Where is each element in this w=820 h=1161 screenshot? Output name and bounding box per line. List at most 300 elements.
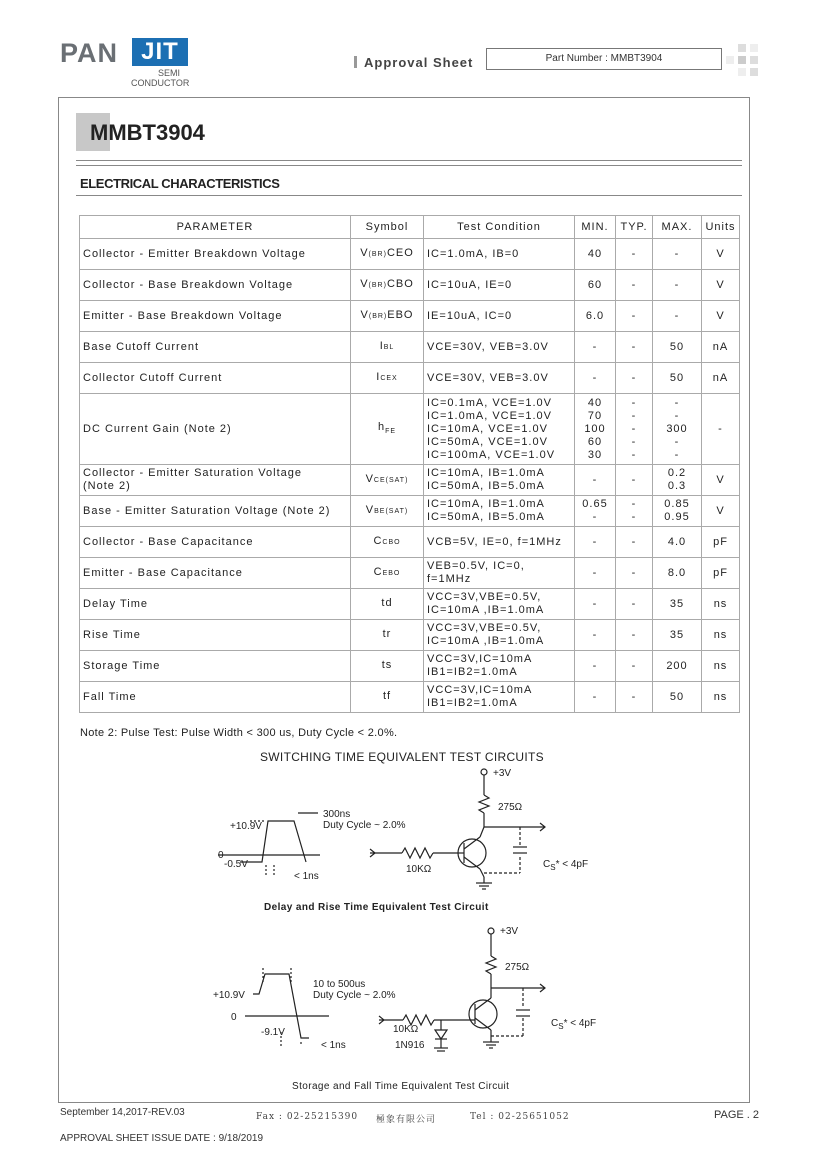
delay-rise-circuit-diagram [210, 765, 610, 915]
cell-min-line: - [592, 628, 598, 641]
title-rule-2 [76, 165, 742, 166]
footer-fax: Fax : 02-25215390 [256, 1112, 359, 1122]
cell-min [575, 270, 616, 301]
cell-units: ns [702, 682, 740, 713]
c1-width: 300ns [323, 809, 351, 820]
cell-max-line: 200 [666, 659, 688, 672]
cell-test-condition-line: IC=1.0mA, VCE=1.0V [427, 409, 552, 422]
c2-cs: C [551, 1018, 559, 1029]
section-title: ELECTRICAL CHARACTERISTICS [80, 176, 280, 191]
c2-cs-sub: S [558, 1022, 564, 1031]
cell-typ [616, 363, 653, 394]
cell-test-condition [424, 270, 575, 301]
cell-max-line: 0.95 [664, 511, 690, 523]
cell-parameter [80, 301, 351, 332]
header-min: MIN. [575, 216, 616, 239]
cell-test-condition [424, 620, 575, 651]
cell-parameter [80, 682, 351, 713]
cell-units: nA [702, 363, 740, 394]
cell-max [653, 527, 702, 558]
cell-max [653, 301, 702, 332]
diode-1n916-icon [435, 1030, 447, 1039]
cell-symbol [351, 651, 424, 682]
cell-parameter-line: Collector Cutoff Current [83, 371, 223, 384]
cell-min [575, 301, 616, 332]
footer-date: September 14,2017-REV.03 [60, 1107, 185, 1118]
symbol-main: C [373, 535, 383, 547]
cell-min-line: 40 [587, 396, 603, 409]
cell-typ-line: - [631, 597, 637, 610]
cell-max [653, 363, 702, 394]
cell-units: ns [702, 620, 740, 651]
header-max: MAX. [653, 216, 702, 239]
cell-parameter-line: Rise Time [83, 628, 141, 641]
c2-width: 10 to 500us [313, 979, 366, 990]
cell-parameter-line: Collector - Base Capacitance [83, 535, 254, 548]
cell-parameter [80, 558, 351, 589]
table-row [80, 589, 740, 620]
symbol-main: I [376, 371, 381, 383]
cell-test-condition-line: IC=10mA ,IB=1.0mA [427, 604, 545, 616]
page-title: MMBT3904 [90, 120, 205, 145]
cell-typ-line: - [631, 659, 637, 672]
symbol-subscript: (BR) [368, 313, 388, 320]
storage-fall-circuit-diagram [205, 922, 615, 1072]
cell-min [575, 363, 616, 394]
cell-min [575, 496, 616, 527]
cell-symbol [351, 465, 424, 496]
cell-symbol [351, 527, 424, 558]
header-test-condition: Test Condition [424, 216, 575, 239]
symbol-subscript: CBO [382, 539, 401, 546]
c1-caption: Delay and Rise Time Equivalent Test Circuit [264, 902, 489, 913]
table-row [80, 527, 740, 558]
cell-test-condition-line: IB1=IB2=1.0mA [427, 697, 518, 709]
svg-text:CS* < 4pF [543, 859, 588, 872]
cell-test-condition-line: IC=10mA, VCE=1.0V [427, 422, 548, 435]
cell-min [575, 558, 616, 589]
cell-min-line: - [592, 566, 598, 579]
table-row [80, 394, 740, 465]
cell-test-condition-line: VCC=3V,VBE=0.5V, [427, 622, 542, 634]
cell-test-condition [424, 527, 575, 558]
cell-units: V [702, 301, 740, 332]
cell-typ [616, 332, 653, 363]
symbol-subscript: CE(SAT) [373, 477, 409, 484]
title-rule-1 [76, 160, 742, 161]
cell-units: ns [702, 589, 740, 620]
cell-typ-line: - [631, 371, 637, 384]
cell-max-line: - [674, 309, 680, 322]
cell-min-line: - [592, 535, 598, 548]
cell-test-condition-line: IC=10mA ,IB=1.0mA [427, 635, 545, 647]
cell-units: V [702, 496, 740, 527]
cell-min-line: - [592, 371, 598, 384]
cell-test-condition [424, 682, 575, 713]
cell-max-line: - [674, 409, 680, 422]
cell-units: ns [702, 651, 740, 682]
footer-page: PAGE . 2 [714, 1109, 760, 1121]
c1-vhigh: +10.9V [230, 821, 262, 832]
note-2: Note 2: Pulse Test: Pulse Width < 300 us, Duty Cycle < 2.0%. [80, 727, 398, 739]
cell-typ-line: - [631, 535, 637, 548]
cell-min-line: 100 [584, 422, 606, 435]
cell-symbol [351, 239, 424, 270]
symbol-main: td [381, 597, 393, 609]
cell-typ-line: - [631, 340, 637, 353]
symbol-subscript: CEX [380, 375, 398, 382]
cell-max-line: 8.0 [667, 566, 687, 579]
cell-min-line: - [592, 511, 598, 523]
cell-test-condition-line: IC=100mA, VCE=1.0V [427, 448, 556, 461]
cell-max [653, 394, 702, 465]
symbol-main: ts [381, 659, 393, 671]
logo-jit: JIT [132, 38, 188, 66]
cell-min [575, 651, 616, 682]
c2-vlow: -9.1V [261, 1027, 285, 1038]
cell-parameter-line: Collector - Base Breakdown Voltage [83, 278, 294, 291]
cell-test-condition-line: IE=10uA, IC=0 [427, 309, 513, 322]
cell-test-condition-line: VCC=3V,IC=10mA [427, 684, 533, 696]
c2-diode: 1N916 [395, 1040, 425, 1051]
cell-max [653, 620, 702, 651]
footer-tel: Tel : 02-25651052 [470, 1112, 570, 1122]
cell-max-line: - [674, 448, 680, 461]
cell-min [575, 620, 616, 651]
table-row [80, 682, 740, 713]
cell-symbol [351, 301, 424, 332]
cell-symbol [351, 558, 424, 589]
collector-resistor [479, 795, 489, 813]
cell-test-condition-line: IC=50mA, IB=5.0mA [427, 480, 545, 492]
collector-resistor [486, 956, 496, 974]
cell-symbol [351, 394, 424, 465]
symbol-subscript: FE [385, 427, 397, 435]
table-row [80, 363, 740, 394]
c1-cs: C [543, 859, 551, 870]
c2-caption: Storage and Fall Time Equivalent Test Circuit [292, 1081, 510, 1092]
cell-typ-line: - [631, 473, 637, 486]
cell-typ-line: - [631, 396, 637, 409]
cell-test-condition-line: IC=50mA, VCE=1.0V [427, 435, 548, 448]
table-row [80, 239, 740, 270]
cell-parameter-line: Emitter - Base Breakdown Voltage [83, 309, 283, 322]
cell-typ [616, 651, 653, 682]
cell-parameter-line: (Note 2) [83, 480, 131, 492]
cell-symbol [351, 332, 424, 363]
cell-parameter [80, 589, 351, 620]
cell-test-condition [424, 301, 575, 332]
c2-duty: Duty Cycle ~ 2.0% [313, 990, 396, 1001]
cell-test-condition [424, 332, 575, 363]
cell-test-condition-line: IC=10mA, IB=1.0mA [427, 467, 545, 479]
cell-max-line: 35 [669, 628, 685, 641]
cell-test-condition-line: VCE=30V, VEB=3.0V [427, 340, 549, 353]
symbol-main: h [377, 420, 386, 433]
cell-parameter-line: DC Current Gain (Note 2) [83, 422, 232, 435]
cell-min [575, 394, 616, 465]
cell-test-condition-line: IC=0.1mA, VCE=1.0V [427, 396, 552, 409]
cell-symbol [351, 589, 424, 620]
cell-test-condition [424, 558, 575, 589]
c2-vhigh: +10.9V [213, 990, 245, 1001]
table-header-row [80, 216, 740, 239]
cell-test-condition-line: IB1=IB2=1.0mA [427, 666, 518, 678]
cell-parameter [80, 465, 351, 496]
cell-parameter-line: Collector - Emitter Saturation Voltage [83, 467, 302, 479]
cell-typ [616, 527, 653, 558]
cell-typ [616, 301, 653, 332]
cell-test-condition-line: VCE=30V, VEB=3.0V [427, 371, 549, 384]
cell-min-line: 0.65 [582, 498, 608, 510]
cell-min [575, 589, 616, 620]
cell-min-line: 60 [587, 278, 603, 291]
vcc-terminal [481, 769, 487, 775]
cell-max [653, 465, 702, 496]
cell-parameter-line: Collector - Emitter Breakdown Voltage [83, 247, 306, 260]
cell-typ-line: - [631, 422, 637, 435]
cell-min [575, 239, 616, 270]
cell-test-condition [424, 363, 575, 394]
cell-typ [616, 465, 653, 496]
cell-parameter-line: Base Cutoff Current [83, 340, 200, 353]
cell-max-line: 0.3 [667, 480, 687, 492]
c1-rise: < 1ns [294, 871, 319, 882]
cell-symbol [351, 496, 424, 527]
electrical-characteristics-table [79, 215, 740, 713]
cell-max-line: 0.85 [664, 498, 690, 510]
cell-units: nA [702, 332, 740, 363]
cell-test-condition [424, 589, 575, 620]
cell-min [575, 527, 616, 558]
cell-max [653, 558, 702, 589]
approval-sheet-label: Approval Sheet [354, 55, 473, 70]
c1-rc: 275Ω [498, 802, 523, 813]
cell-units: pF [702, 558, 740, 589]
cell-min-line: - [592, 340, 598, 353]
cell-typ [616, 558, 653, 589]
symbol-subscript: BL [383, 344, 395, 351]
symbol-main: V [360, 278, 369, 290]
cell-max [653, 682, 702, 713]
symbol-main: C [373, 566, 383, 578]
section-rule [76, 195, 742, 196]
cell-units: V [702, 465, 740, 496]
cell-test-condition [424, 651, 575, 682]
cell-units: V [702, 239, 740, 270]
cell-typ-line: - [631, 448, 637, 461]
cell-min [575, 465, 616, 496]
symbol-subscript: EBO [382, 570, 401, 577]
cell-min-line: 60 [587, 435, 603, 448]
cell-parameter [80, 363, 351, 394]
cell-min-line: - [592, 597, 598, 610]
cell-test-condition-line: IC=50mA, IB=5.0mA [427, 511, 545, 523]
cell-parameter [80, 651, 351, 682]
cell-units: pF [702, 527, 740, 558]
symbol-suffix: CBO [386, 278, 414, 290]
symbol-main: V [365, 473, 374, 485]
cell-typ-line: - [631, 309, 637, 322]
cell-min-line: 40 [587, 247, 603, 260]
cell-symbol [351, 363, 424, 394]
table-row [80, 332, 740, 363]
cell-max-line: 35 [669, 597, 685, 610]
logo-semi: SEMI [158, 68, 181, 78]
cell-max-line: 50 [669, 371, 685, 384]
cell-max-line: 0.2 [667, 467, 687, 479]
table-row [80, 651, 740, 682]
symbol-suffix: EBO [387, 309, 414, 321]
cell-parameter [80, 394, 351, 465]
cell-typ-line: - [631, 409, 637, 422]
table-row [80, 620, 740, 651]
symbol-main: V [360, 247, 369, 259]
cell-symbol [351, 620, 424, 651]
cell-typ [616, 496, 653, 527]
cell-min-line: 70 [587, 409, 603, 422]
header-symbol: Symbol [351, 216, 424, 239]
cell-max [653, 332, 702, 363]
c2-vcc: +3V [500, 926, 519, 937]
part-number-box: Part Number : MMBT3904 [486, 48, 722, 70]
table-row [80, 465, 740, 496]
cell-parameter-line: Emitter - Base Capacitance [83, 566, 243, 579]
cell-typ-line: - [631, 511, 637, 523]
cell-test-condition-line: VCC=3V,IC=10mA [427, 653, 533, 665]
cell-max-line: - [674, 247, 680, 260]
cell-min-line: 30 [587, 448, 603, 461]
cell-typ [616, 270, 653, 301]
cell-parameter [80, 332, 351, 363]
cell-symbol [351, 270, 424, 301]
symbol-main: V [360, 309, 369, 321]
circuits-title: SWITCHING TIME EQUIVALENT TEST CIRCUITS [260, 750, 544, 764]
c1-rb: 10KΩ [406, 864, 432, 875]
cell-symbol [351, 682, 424, 713]
cell-test-condition-line: IC=10mA, IB=1.0mA [427, 498, 545, 510]
table-row [80, 301, 740, 332]
symbol-subscript: BE(SAT) [374, 508, 409, 515]
cell-parameter [80, 620, 351, 651]
cell-typ [616, 394, 653, 465]
cell-units: V [702, 270, 740, 301]
header-decoration-icon [724, 42, 764, 78]
c2-fall: < 1ns [321, 1040, 346, 1051]
cell-max-line: - [674, 435, 680, 448]
cell-typ-line: - [631, 690, 637, 703]
cell-max [653, 589, 702, 620]
table-row [80, 270, 740, 301]
cell-test-condition-line: VEB=0.5V, IC=0, [427, 560, 525, 572]
symbol-subscript: (BR) [368, 251, 387, 258]
symbol-main: V [365, 504, 375, 516]
cell-typ [616, 620, 653, 651]
cell-typ [616, 682, 653, 713]
cell-min-line: - [592, 473, 598, 486]
c1-vlow: -0.5V [224, 859, 248, 870]
cell-max [653, 239, 702, 270]
cell-test-condition [424, 465, 575, 496]
cell-parameter-line: Fall Time [83, 690, 137, 703]
c1-cs-sub: S [550, 863, 556, 872]
cell-max [653, 651, 702, 682]
cell-min-line: - [592, 690, 598, 703]
cell-units: - [702, 394, 740, 465]
symbol-suffix: CEO [386, 247, 414, 259]
cell-max-line: 300 [666, 422, 688, 435]
cell-test-condition-line: VCC=3V,VBE=0.5V, [427, 591, 542, 603]
cell-test-condition-line: f=1MHz [427, 573, 472, 585]
c2-cs-val: * < 4pF [563, 1018, 597, 1029]
logo-pan: PAN [60, 38, 119, 68]
cell-typ-line: - [631, 498, 637, 510]
cell-max-line: 50 [669, 690, 685, 703]
header-parameter: PARAMETER [80, 216, 351, 239]
cell-max-line: 50 [669, 340, 685, 353]
cell-typ-line: - [631, 435, 637, 448]
cell-typ-line: - [631, 278, 637, 291]
cell-parameter [80, 527, 351, 558]
header-units: Units [702, 216, 740, 239]
cell-test-condition [424, 496, 575, 527]
cell-typ-line: - [631, 566, 637, 579]
cell-typ-line: - [631, 247, 637, 260]
footer-issue-date: APPROVAL SHEET ISSUE DATE : 9/18/2019 [60, 1133, 264, 1144]
vcc-terminal [488, 928, 494, 934]
cell-test-condition-line: IC=1.0mA, IB=0 [427, 247, 520, 260]
cell-test-condition [424, 239, 575, 270]
logo-conductor: CONDUCTOR [131, 78, 190, 88]
cell-min-line: - [592, 659, 598, 672]
symbol-subscript: (BR) [368, 282, 387, 289]
cell-typ-line: - [631, 628, 637, 641]
symbol-main: I [379, 340, 384, 352]
cell-typ [616, 589, 653, 620]
cell-test-condition-line: IC=10uA, IE=0 [427, 278, 513, 291]
cell-parameter [80, 496, 351, 527]
cell-min [575, 682, 616, 713]
cell-max [653, 270, 702, 301]
table-row [80, 496, 740, 527]
c1-zero: 0 [218, 850, 224, 861]
cell-parameter-line: Base - Emitter Saturation Voltage (Note 2) [83, 504, 331, 517]
svg-text:CS* < 4pF [551, 1018, 596, 1031]
symbol-main: tr [382, 628, 392, 640]
cell-parameter [80, 270, 351, 301]
c2-rc: 275Ω [505, 962, 530, 973]
cell-parameter-line: Delay Time [83, 597, 149, 610]
cell-parameter-line: Storage Time [83, 659, 161, 672]
cell-max-line: - [674, 278, 680, 291]
c2-zero: 0 [231, 1012, 237, 1023]
cell-parameter [80, 239, 351, 270]
c1-cs-val: * < 4pF [555, 859, 589, 870]
cell-max-line: - [674, 396, 680, 409]
cell-test-condition [424, 394, 575, 465]
cell-min-line: 6.0 [585, 309, 605, 322]
cell-typ [616, 239, 653, 270]
cell-min [575, 332, 616, 363]
cell-max [653, 496, 702, 527]
c1-duty: Duty Cycle ~ 2.0% [323, 820, 406, 831]
c2-rb: 10KΩ [393, 1024, 419, 1035]
symbol-main: tf [382, 690, 392, 702]
table-row [80, 558, 740, 589]
cell-test-condition-line: VCB=5V, IE=0, f=1MHz [427, 535, 562, 548]
header-typ: TYP. [616, 216, 653, 239]
base-resistor [402, 848, 433, 858]
